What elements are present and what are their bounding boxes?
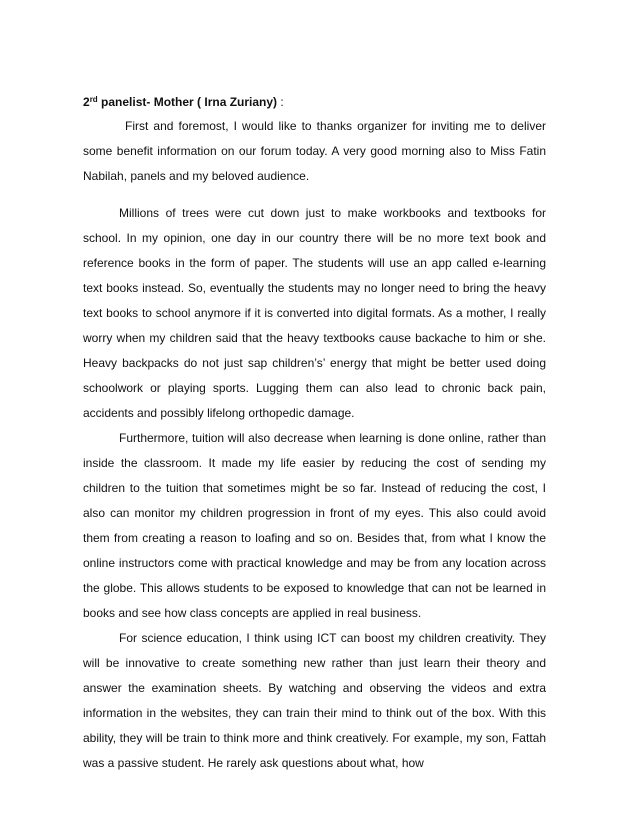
paragraph-science: For science education, I think using ICT can boost my children creativity. They will be innovative to create something new rather than just learn their theory and answer the examination sheets. By watching and observing the videos and extra information in the websites, they can train their mind to think out of the box. With this ability, they will be train to think more and think creatively. For example, my son, Fattah was a passive student. He rarely ask questions about what, how <box>83 631 546 770</box>
paragraph-spacer <box>83 189 546 201</box>
panelist-heading <box>83 92 546 112</box>
document-body <box>83 92 546 776</box>
heading-ordinal: 2 <box>83 95 90 109</box>
paragraph-trees: Millions of trees were cut down just to make workbooks and textbooks for school. In my opinion, one day in our country there will be no more text book and reference books in the form of paper. The students will use an app called e-learning text books instead. So, eventually the students may no longer need to bring the heavy text books to school anymore if it is converted into digital formats. As a mother, I really worry when my children said that the heavy textbooks cause backache to him or she. Heavy backpacks do not just sap children’s’ energy that might be better used doing schoolwork or playing sports. Lugging them can also lead to chronic back pain, accidents and possibly lifelong orthopedic damage. <box>83 206 546 420</box>
heading-ordinal-suffix: rd <box>89 95 98 104</box>
paragraph-greeting: First and foremost, I would like to thanks organizer for inviting me to deliver some benefit information on our forum today. A very good morning also to Miss Fatin Nabilah, panels and my beloved audience. <box>83 119 546 183</box>
paragraph-tuition: Furthermore, tuition will also decrease when learning is done online, rather than inside the classroom. It made my life easier by reducing the cost of sending my children to the tuition that sometimes might be so far. Instead of reducing the cost, I also can monitor my children progression in front of my eyes. This also could avoid them from creating a reason to loafing and so on. Besides that, from what I know the online instructors come with practical knowledge and may be from any location across the globe. This allows students to be exposed to knowledge that can not be learned in books and see how class concepts are applied in real business. <box>83 431 546 620</box>
heading-colon: : <box>277 95 284 109</box>
heading-title: panelist- Mother ( Irna Zuriany) <box>97 95 278 109</box>
